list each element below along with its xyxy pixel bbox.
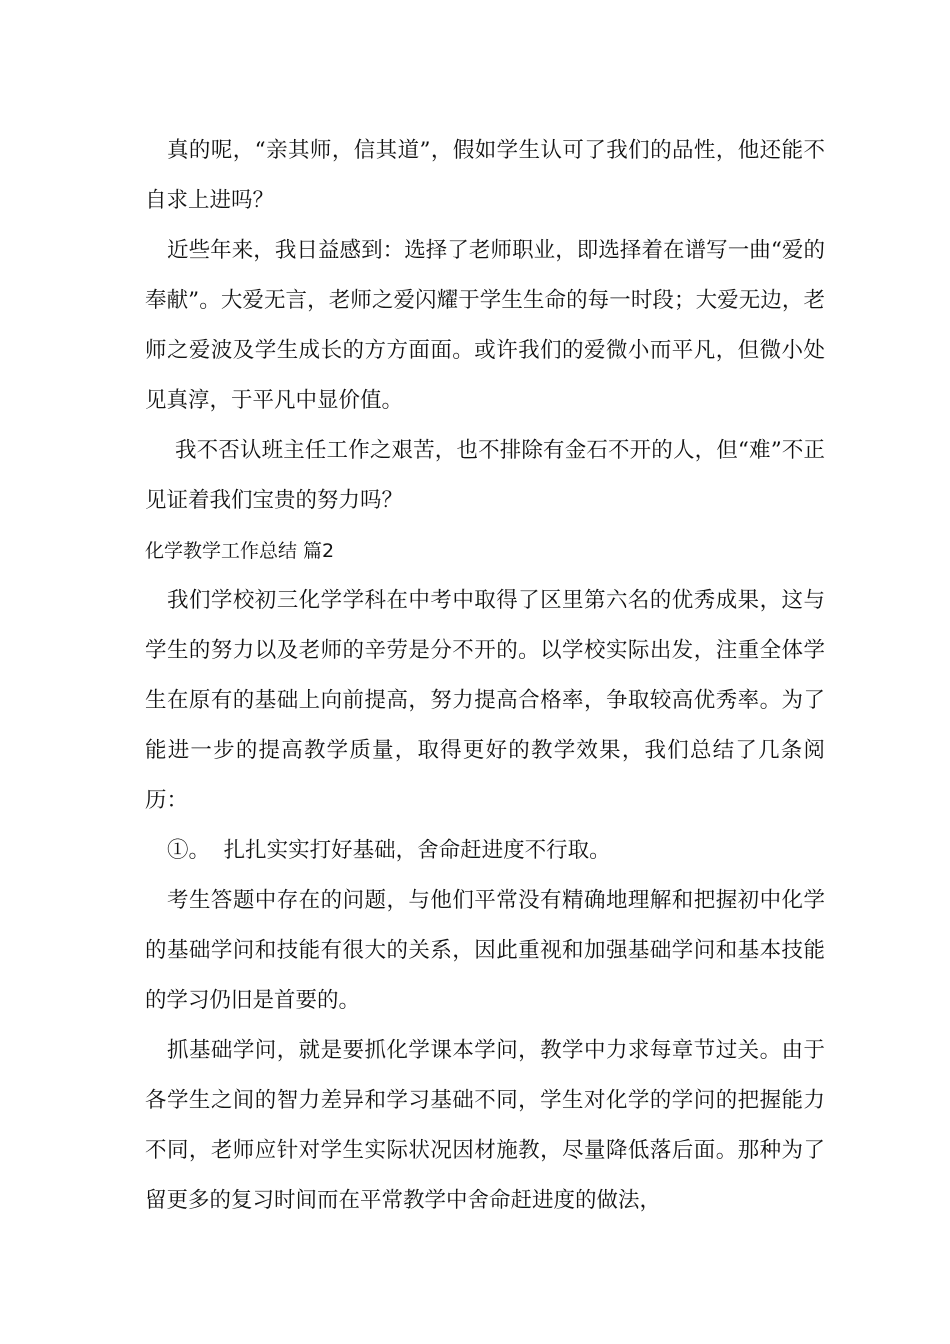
section-heading: 化学教学工作总结 篇2: [145, 540, 335, 562]
paragraph-1: 真的呢，“亲其师，信其道”，假如学生认可了我们的品性，他还能不自求上进吗？: [145, 138, 825, 213]
paragraph-2: 近些年来，我日益感到：选择了老师职业，即选择着在谱写一曲“爱的奉献”。大爱无言，老师之爱闪耀于学生生命的每一时段；大爱无边，老师之爱波及学生成长的方方面面。或许我们的爱微小而平凡，但微小处见真淳，于平凡中显价值。: [145, 238, 825, 413]
paragraph-after-list-1: 考生答题中存在的问题，与他们平常没有精确地理解和把握初中化学的基础学问和技能有很大的关系，因此重视和加强基础学问和基本技能的学习仍旧是首要的。: [145, 888, 825, 1013]
paragraph-after-list-2: 抓基础学问，就是要抓化学课本学问，教学中力求每章节过关。由于各学生之间的智力差异和学习基础不同，学生对化学的学问的把握能力不同，老师应针对学生实际状况因材施教，尽量降低落后面。那种为了留更多的复习时间而在平常教学中舍命赶进度的做法，: [145, 1038, 825, 1213]
list-item-1: ①。 扎扎实实打好基础，舍命赶进度不行取。: [167, 838, 611, 863]
paragraph-3: 我不否认班主任工作之艰苦，也不排除有金石不开的人，但“难”不正见证着我们宝贵的努力吗？: [145, 438, 825, 513]
document-body: [145, 126, 825, 1226]
section-paragraph-1: 我们学校初三化学学科在中考中取得了区里第六名的优秀成果，这与学生的努力以及老师的辛劳是分不开的。以学校实际出发，注重全体学生在原有的基础上向前提高，努力提高合格率，争取较高优秀率。为了能进一步的提高教学质量，取得更好的教学效果，我们总结了几条阅历：: [145, 588, 825, 813]
